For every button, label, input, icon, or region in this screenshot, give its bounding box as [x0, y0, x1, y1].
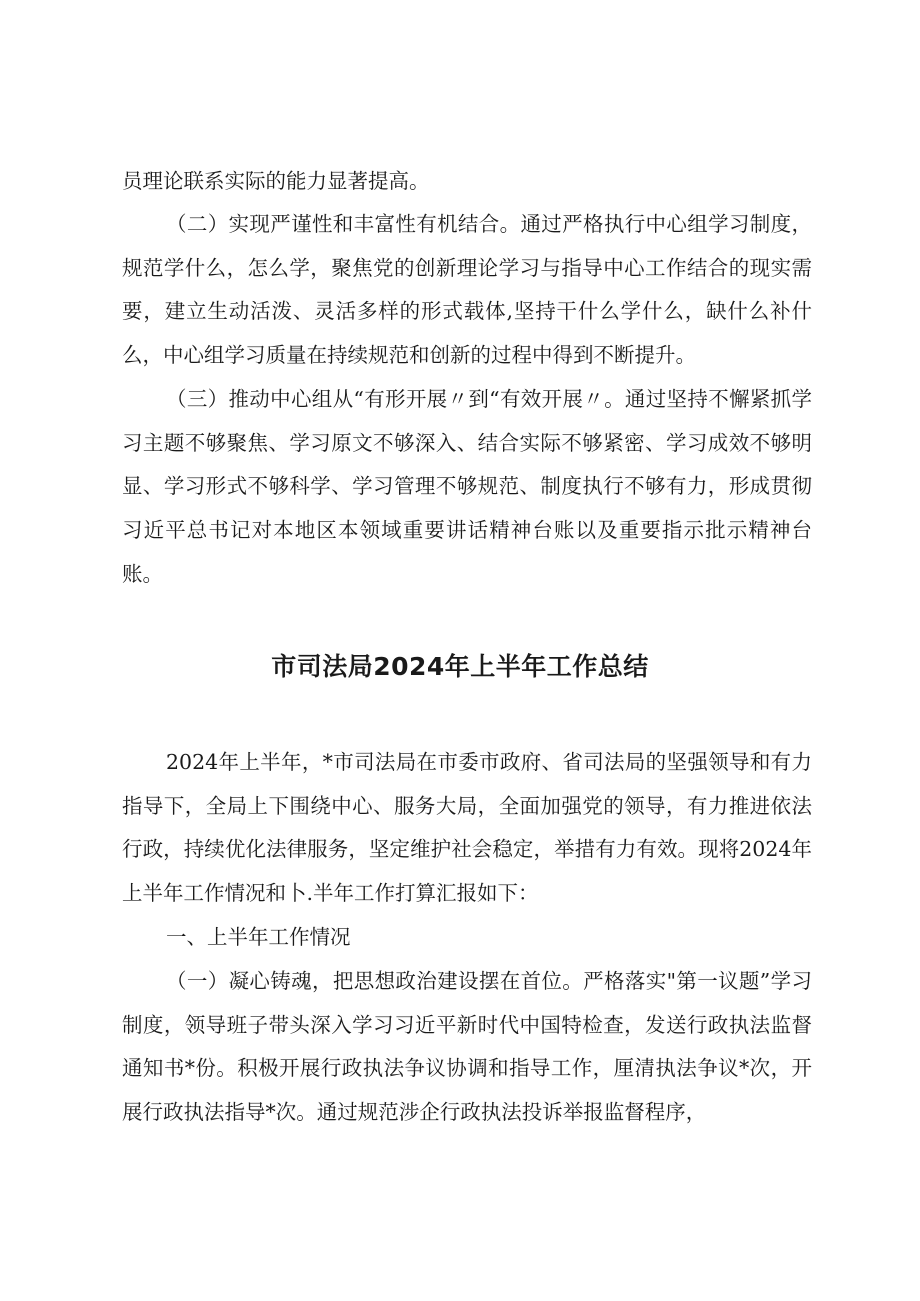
- section-3-paragraph: （三）推动中心组从“有形开展〃到“有效开展〃。通过坚持不懈紧抓学习主题不够聚焦、学习原文不够深入、结合实际不够紧密、学习成效不够明显、学习形式不够科学、学习管理不够规范、制度执行不够有力，形成贯彻习近平总书记对本地区本领域重要讲话精神台账以及重要指示批示精神台账。: [122, 387, 812, 586]
- item-1-paragraph: （一）凝心铸魂，把思想政治建设摆在首位。严格落实"第一议题”学习制度，领导班子带头深入学习习近平新时代中国特检查，发送行政执法监督通知书*份。积极开展行政执法争议协调和指导工作，厘清执法争议*次，开展行政执法指导*次。通过规范涉企行政执法投诉举报监督程序，: [122, 969, 812, 1125]
- continuation-paragraph: 员理论联系实际的能力显著提高。: [122, 169, 430, 193]
- section-heading-1: 一、上半年工作情况: [166, 925, 351, 949]
- section-2-paragraph: （二）实现严谨性和丰富性有机结合。通过严格执行中心组学习制度，规范学什么，怎么学，聚焦党的创新理论学习与指导中心工作结合的现实需要，建立生动活泼、灵活多样的形式载体,坚持干什么学什么，缺什么补什么，中心组学习质量在持续规范和创新的过程中得到不断提升。: [122, 212, 812, 368]
- intro-paragraph: 2024年上半年，*市司法局在市委市政府、省司法局的坚强领导和有力指导下，全局上下围绕中心、服务大局，全面加强党的领导，有力推进依法行政，持续优化法律服务，坚定维护社会稳定，举措有力有效。现将2024年上半年工作情况和卜.半年工作打算汇报如下：: [122, 750, 812, 906]
- document-title: 市司法局2024年上半年工作总结: [271, 652, 649, 681]
